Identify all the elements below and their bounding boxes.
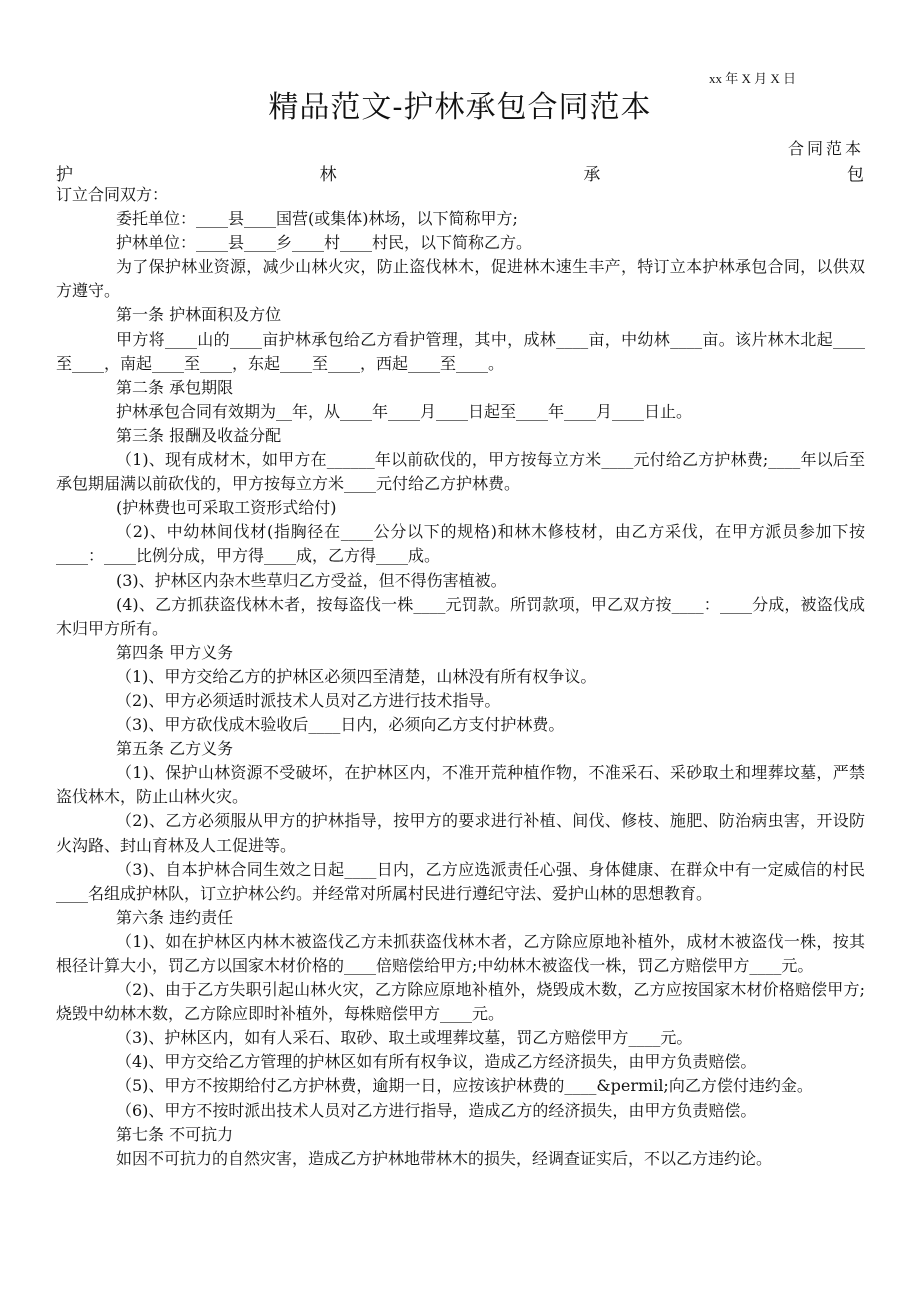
contract-paragraph: 如因不可抗力的自然灾害，造成乙方护林地带林木的损失，经调查证实后，不以乙方违约论。 — [116, 1148, 773, 1168]
contract-paragraph: （2)、乙方必须服从甲方的护林指导，按甲方的要求进行补植、间伐、修枝、施肥、防治病虫害，开设防火沟路、封山育林及人工促进等。 — [56, 811, 865, 855]
contract-paragraph: 委托单位：____县____国营(或集体)林场，以下简称甲方; — [116, 209, 518, 229]
contract-paragraph: （1)、保护山林资源不受破坏，在护林区内，不准开荒种植作物，不准采石、采砂取土和埋葬坟墓，严禁盗伐林木，防止山林火灾。 — [56, 763, 865, 807]
document-category-tag: 合同范本 — [787, 139, 864, 158]
spread-heading-char: 包 — [846, 165, 864, 185]
contract-paragraph: (3)、护林区内杂木些草归乙方受益，但不得伤害植被。 — [116, 570, 507, 590]
contract-paragraph: 为了保护林业资源，减少山林火灾，防止盗伐林木，促进林木速生丰产，特订立本护林承包合同，以供双方遵守。 — [56, 257, 865, 301]
contract-paragraph: 第五条 乙方义务 — [116, 739, 234, 759]
contract-paragraph: (4)、乙方抓获盗伐林木者，按每盗伐一株____元罚款。所罚款项，甲乙双方按____：____分成，被盗伐成木归甲方所有。 — [56, 594, 865, 638]
contract-paragraph: （3)、甲方砍伐成木验收后____日内，必须向乙方支付护林费。 — [116, 715, 565, 735]
document-date: xx 年 X 月 X 日 — [708, 71, 796, 86]
contract-body — [56, 183, 865, 1171]
contract-paragraph: （2)、由于乙方失职引起山林火灾，乙方除应原地补植外，烧毁成木数，乙方应按国家木材价格赔偿甲方;烧毁中幼林木数，乙方除应即时补植外，每株赔偿甲方____元。 — [56, 980, 865, 1024]
contract-paragraph: 第四条 甲方义务 — [116, 642, 234, 662]
contract-paragraph: （6)、甲方不按时派出技术人员对乙方进行指导，造成乙方的经济损失，由甲方负责赔偿。 — [116, 1100, 757, 1120]
contract-paragraph: 第二条 承包期限 — [116, 377, 234, 397]
contract-paragraph: 第七条 不可抗力 — [116, 1124, 234, 1144]
contract-paragraph: （1)、甲方交给乙方的护林区必须四至清楚，山林没有所有权争议。 — [116, 666, 597, 686]
contract-paragraph: 第一条 护林面积及方位 — [116, 305, 282, 325]
contract-paragraph: （3)、自本护林合同生效之日起____日内，乙方应选派责任心强、身体健康、在群众中有一定威信的村民____名组成护林队，订立护林公约。并经常对所属村民进行遵纪守法、爱护山林的思想教育。 — [56, 859, 865, 903]
contract-paragraph: （5)、甲方不按期给付乙方护林费，逾期一日，应按该护林费的____&permil;向乙方偿付违约金。 — [116, 1076, 813, 1096]
contract-paragraph: 护林承包合同有效期为__年，从____年____月____日起至____年____月____日止。 — [116, 401, 693, 421]
contract-paragraph: 订立合同双方： — [56, 185, 169, 204]
contract-paragraph: 甲方将____山的____亩护林承包给乙方看护管理，其中，成林____亩，中幼林____亩。该片林木北起____至____，南起____至____，东起____至____，西起____至____。 — [56, 329, 865, 373]
contract-paragraph: 护林单位：____县____乡____村____村民，以下简称乙方。 — [116, 233, 533, 253]
contract-paragraph: (护林费也可采取工资形式给付) — [116, 498, 337, 518]
document-title: 精品范文-护林承包合同范本 — [268, 90, 652, 125]
contract-paragraph: （2)、中幼林间伐材(指胸径在____公分以下的规格)和林木修枝材，由乙方采伐，在甲方派员参加下按____：____比例分成，甲方得____成，乙方得____成。 — [56, 522, 865, 566]
contract-paragraph: 第三条 报酬及收益分配 — [116, 425, 282, 445]
contract-paragraph: （1)、现有成材木，如甲方在______年以前砍伐的，甲方按每立方米____元付给乙方护林费;____年以后至承包期届满以前砍伐的，甲方按每立方米____元付给乙方护林费。 — [56, 450, 865, 494]
contract-paragraph: 第六条 违约责任 — [116, 907, 234, 927]
contract-paragraph: （4)、甲方交给乙方管理的护林区如有所有权争议，造成乙方经济损失，由甲方负责赔偿。 — [116, 1052, 757, 1072]
spread-heading-char: 林 — [319, 165, 337, 185]
contract-paragraph: （3)、护林区内，如有人采石、取砂、取土或埋葬坟墓，罚乙方赔偿甲方____元。 — [116, 1028, 693, 1048]
spread-heading — [56, 160, 864, 185]
contract-paragraph: （2)、甲方必须适时派技术人员对乙方进行技术指导。 — [116, 690, 501, 710]
spread-heading-char: 承 — [583, 165, 601, 185]
spread-heading-char: 护 — [56, 165, 73, 185]
contract-paragraph: （1)、如在护林区内林木被盗伐乙方未抓获盗伐林木者，乙方除应原地补植外，成材木被盗伐一株，按其根径计算大小，罚乙方以国家木材价格的____倍赔偿给甲方;中幼林木被盗伐一株，罚乙方赔偿甲方____元。 — [56, 931, 865, 975]
